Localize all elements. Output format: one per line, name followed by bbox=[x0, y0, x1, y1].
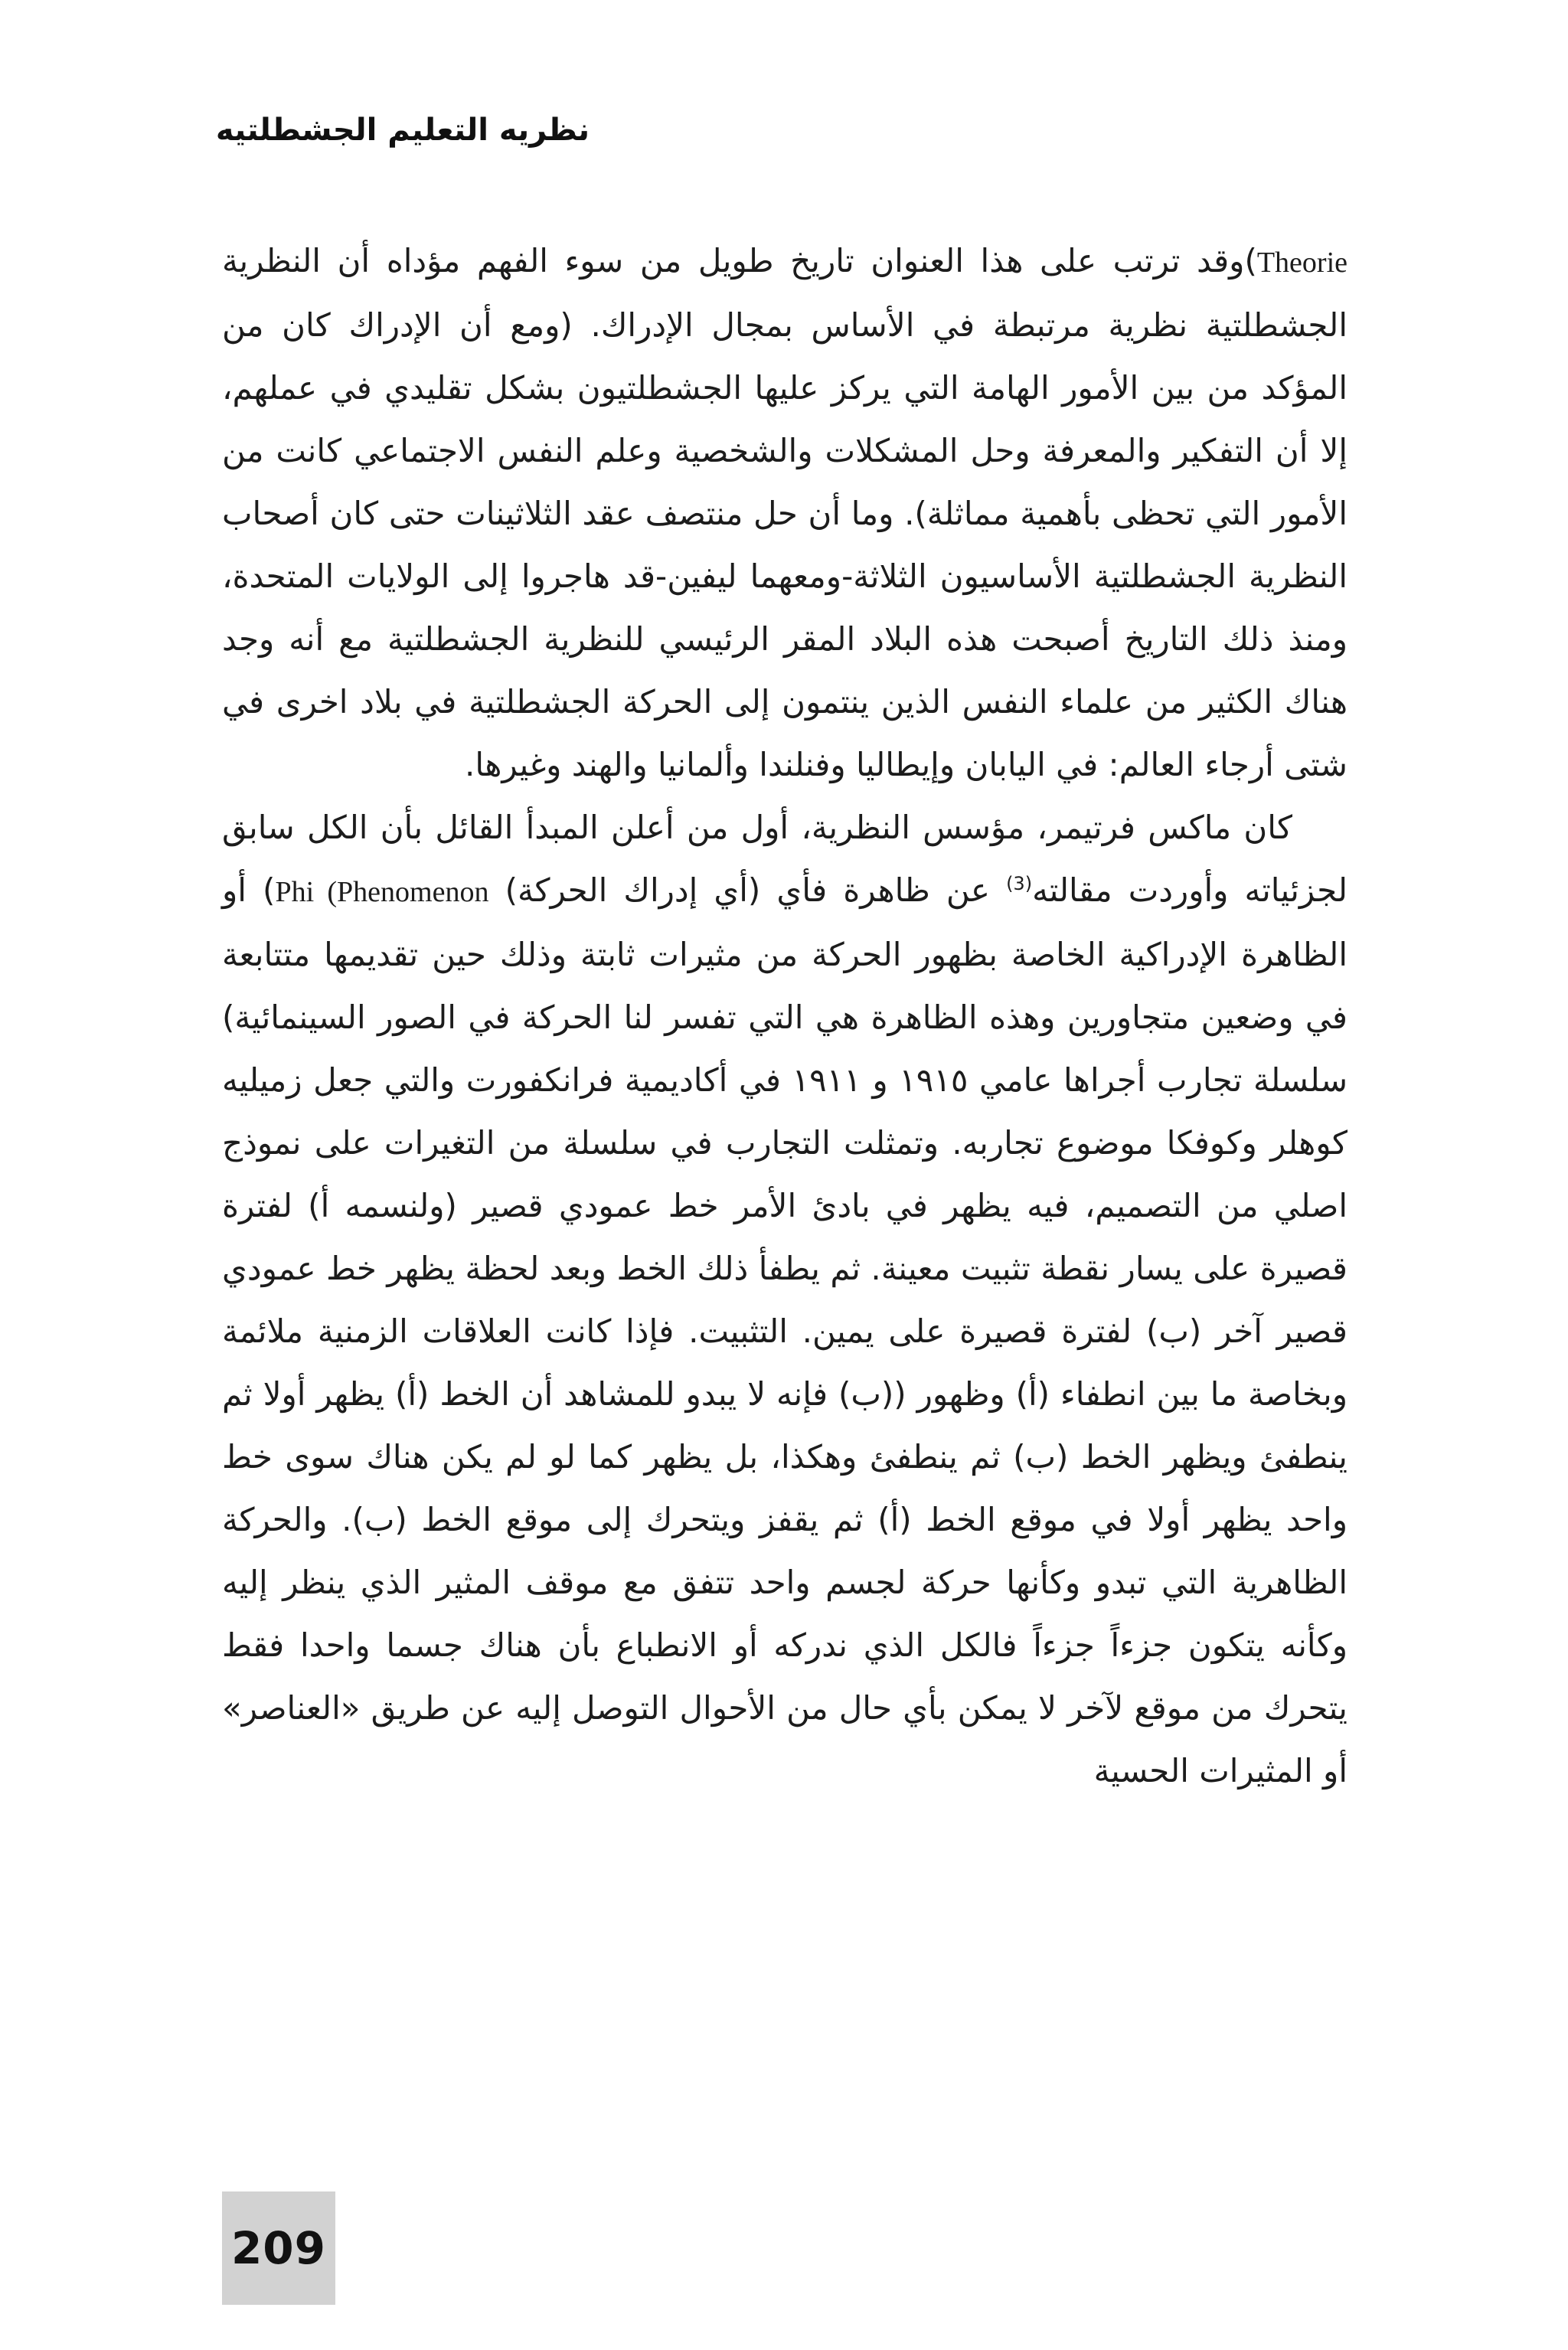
paragraph-2 bbox=[222, 796, 1348, 1803]
paragraph-1 bbox=[222, 230, 1348, 796]
paragraph-1-text: )وقد ترتب على هذا العنوان تاريخ طويل من سوء الفهم مؤداه أن النظرية الجشطلتية نظرية مرتبطة في الأساس بمجال الإدراك. (ومع أن الإدراك كان من المؤكد من بين الأمور الهامة التي يركز عليها الجشطلتيون بشكل تقليدي في عملهم، إلا أن التفكير والمعرفة وحل المشكلات والشخصية وعلم النفس الاجتماعي كانت من الأمور التي تحظى بأهمية مماثلة). وما أن حل منتصف عقد الثلاثينات حتى كان أصحاب النظرية الجشطلتية الأساسيون الثلاثة-ومعهما ليفين-قد هاجروا إلى الولايات المتحدة، ومنذ ذلك التاريخ أصبحت هذه البلاد المقر الرئيسي للنظرية الجشطلتية مع أنه وجد هناك الكثير من علماء النفس الذين ينتمون إلى الحركة الجشطلتية في بلاد اخرى في شتى أرجاء العالم: في اليابان وإيطاليا وفنلندا وألمانيا والهند وغيرها. bbox=[222, 242, 1348, 783]
latin-term-theorie: Theorie bbox=[1256, 247, 1348, 279]
running-header-title: نظريه التعليم الجشطلتيه bbox=[215, 113, 590, 148]
paragraph-2-text-c: ) أو الظاهرة الإدراكية الخاصة بظهور الحركة من مثيرات ثابتة وذلك حين تقديمها متتابعة في وضعين متجاورين وهذه الظاهرة هي التي تفسر لنا الحركة في الصور السينمائية) سلسلة تجارب أجراها عامي ١٩١٥ و ١٩١١ في أكاديمية فرانكفورت والتي جعل زميليه كوهلر وكوفكا موضوع تجاربه. وتمثلت التجارب في سلسلة من التغيرات على نموذج اصلي من التصميم، فيه يظهر في بادئ الأمر خط عمودي قصير (ولنسمه أ) لفترة قصيرة على يسار نقطة تثبيت معينة. ثم يطفأ ذلك الخط وبعد لحظة يظهر خط عمودي قصير آخر (ب) لفترة قصيرة على يمين. التثبيت. فإذا كانت العلاقات الزمنية ملائمة وبخاصة ما بين انطفاء (أ) وظهور ((ب) فإنه لا يبدو للمشاهد أن الخط (أ) يظهر أولا ثم ينطفئ ويظهر الخط (ب) ثم ينطفئ وهكذا، بل يظهر كما لو لم يكن هناك سوى خط واحد يظهر أولا في موقع الخط (أ) ثم يقفز ويتحرك إلى موقع الخط (ب). والحركة الظاهرية التي تبدو وكأنها حركة لجسم واحد تتفق مع موقف المثير الذي ينظر إليه وكأنه يتكون جزءاً جزءاً فالكل الذي ندركه أو الانطباع بأن هناك جسما واحدا فقط يتحرك من موقع لآخر لا يمكن بأي حال من الأحوال التوصل إليه عن طريق «العناصر» أو المثيرات الحسية bbox=[222, 871, 1348, 1789]
page-number-box bbox=[222, 2191, 335, 2305]
paragraph-2-text-a: كان ماكس فرتيمر، مؤسس النظرية، أول من أعلن المبدأ القائل بأن الكل سابق لجزئياته وأوردت مقالته bbox=[222, 809, 1348, 909]
body-text bbox=[222, 230, 1348, 1803]
latin-term-phi-phenomenon: Phi (Phenomenon bbox=[275, 876, 489, 908]
footnote-marker: (3) bbox=[1006, 873, 1033, 894]
page-number: 209 bbox=[230, 2222, 327, 2274]
paragraph-2-text-b: عن ظاهرة فأي (أي إدراك الحركة) bbox=[505, 871, 1007, 909]
